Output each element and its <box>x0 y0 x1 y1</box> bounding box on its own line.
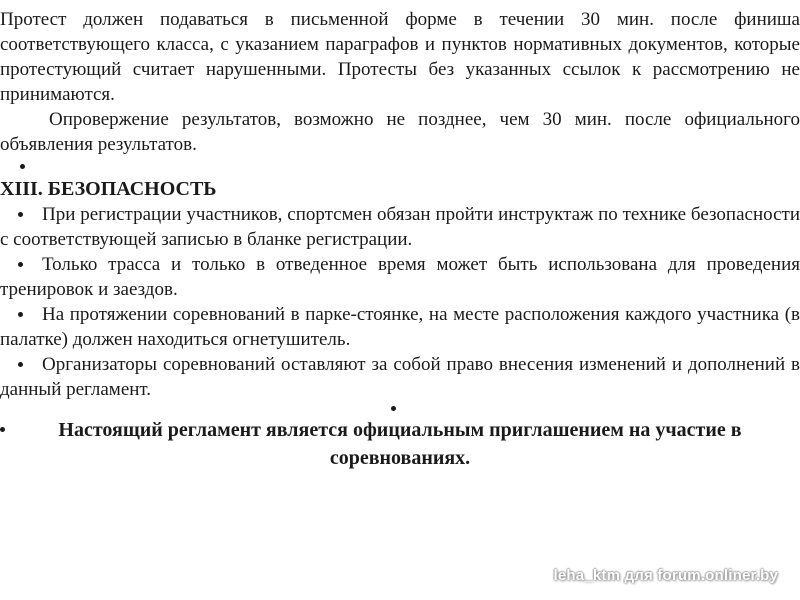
bullet-icon <box>18 312 23 317</box>
section-heading-text: XIII. БЕЗОПАСНОСТЬ <box>0 178 217 200</box>
safety-rule-text: При регистрации участников, спортсмен обязан пройти инструктаж по технике безопасности с соответствующей записью в бланке регистрации. <box>0 204 800 250</box>
closing-statement-text: Настоящий регламент является официальным приглашением на участие в соревнованиях. <box>58 419 742 469</box>
standalone-bullet-line <box>0 402 800 416</box>
safety-rule-item <box>0 252 800 302</box>
regulation-slide <box>0 7 800 472</box>
safety-rule-text: Организаторы соревнований оставляют за собой право внесения изменений и дополнений в данный регламент. <box>0 354 800 400</box>
safety-rule-text: На протяжении соревнований в парке-стоянке, на месте расположения каждого участника (в палатке) должен находиться огнетушитель. <box>0 304 800 350</box>
bullet-icon <box>18 212 23 217</box>
bullet-icon <box>0 427 5 432</box>
protest-rule-text: Протест должен подаваться в письменной форме в течении 30 мин. после финиша соответствующего класса, с указанием параграфов и пунктов нормативных документов, которые протестующий считает нарушенными. Протесты без указанных ссылок к рассмотрению не принимаются. <box>0 9 800 105</box>
bullet-icon <box>20 164 25 169</box>
bullet-icon <box>18 262 23 267</box>
section-heading <box>0 177 800 202</box>
protest-rule-item <box>0 7 800 107</box>
protest-rule-item <box>0 107 800 157</box>
safety-rule-text: Только трасса и только в отведенное время может быть использована для проведения тренировок и заездов. <box>0 254 800 300</box>
bullet-icon <box>391 406 396 411</box>
bullet-icon <box>18 362 23 367</box>
empty-bullet-line <box>0 157 800 177</box>
safety-rule-item <box>0 352 800 402</box>
safety-rule-item <box>0 302 800 352</box>
safety-rule-item <box>0 202 800 252</box>
watermark: leha_ktm для forum.onliner.by <box>553 567 778 584</box>
protest-rule-text: Опровержение результатов, возможно не позднее, чем 30 мин. после официального объявления результатов. <box>0 109 800 155</box>
closing-statement <box>0 416 800 472</box>
